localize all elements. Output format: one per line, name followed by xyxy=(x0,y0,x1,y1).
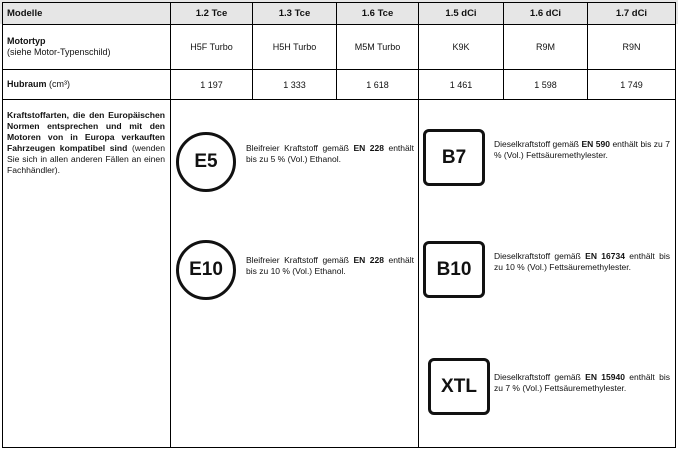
fuel-types-intro-rest: (wenden Sie sich in allen anderen Fällen an einen Fachhändler). xyxy=(7,143,165,175)
header-model-3: 1.6 Tce xyxy=(361,8,394,19)
header-model-2: 1.3 Tce xyxy=(278,8,311,19)
e10-fuel-icon-label: E10 xyxy=(189,259,223,280)
e10-fuel-icon xyxy=(176,240,236,300)
header-model-1: 1.2 Tce xyxy=(195,8,228,19)
hubraum-value-6: 1 749 xyxy=(620,80,643,90)
e10-fuel-norm: EN 228 xyxy=(353,255,384,265)
b7-fuel-text-pre: Dieselkraftstoff gemäß xyxy=(494,139,582,149)
xtl-fuel-text-pre: Dieselkraftstoff gemäß xyxy=(494,372,586,382)
xtl-fuel-icon xyxy=(428,358,490,415)
fuel-types-intro xyxy=(7,110,165,176)
xtl-fuel-description xyxy=(494,372,670,393)
e5-fuel-description xyxy=(246,143,414,164)
motortyp-value-6: R9N xyxy=(622,42,641,52)
b10-fuel-description xyxy=(494,251,670,272)
motortyp-label-title: Motortyp xyxy=(7,36,46,46)
b7-fuel-icon-label: B7 xyxy=(441,146,467,168)
table-col-divider-1 xyxy=(170,2,171,448)
header-model-4: 1.5 dCi xyxy=(445,8,477,19)
table-border-bottom xyxy=(2,447,676,448)
hubraum-value-4: 1 461 xyxy=(449,80,473,90)
xtl-fuel-text-post: enthält bis zu 7 % (Vol.) Fettsäuremethylester. xyxy=(494,372,670,393)
hubraum-value-5: 1 598 xyxy=(534,80,557,90)
b10-fuel-text-pre: Dieselkraftstoff gemäß xyxy=(494,251,586,261)
fuel-types-intro-bold: Kraftstoffarten, die den Europäischen Normen entsprechen und mit den Motoren von in Europa verkauften Fahrzeugen kompatibel sind xyxy=(7,110,165,153)
e5-fuel-text-pre: Bleifreier Kraftstoff gemäß xyxy=(246,143,354,153)
motortyp-label-sub: (siehe Motor-Typenschild) xyxy=(7,47,111,57)
header-models-label: Modelle xyxy=(7,8,43,19)
xtl-fuel-icon-label: XTL xyxy=(441,375,477,397)
e5-fuel-norm: EN 228 xyxy=(353,143,384,153)
table-col-divider-4 xyxy=(418,2,419,448)
table-border-top xyxy=(2,2,676,3)
motortyp-value-2: H5H Turbo xyxy=(272,42,317,52)
hubraum-value-1: 1 197 xyxy=(200,80,223,90)
b7-fuel-text-post: enthält bis zu 7 % (Vol.) Fettsäuremethylester. xyxy=(494,139,670,160)
table-border-left xyxy=(2,2,3,448)
b10-fuel-norm: EN 16734 xyxy=(585,251,625,261)
hubraum-label-unit: (cm³) xyxy=(46,79,71,89)
motortyp-value-3: M5M Turbo xyxy=(354,42,401,52)
b7-fuel-icon xyxy=(423,129,485,186)
table-rule-header xyxy=(2,24,676,25)
hubraum-value-3: 1 618 xyxy=(366,80,389,90)
table-border-right xyxy=(675,2,676,448)
motortyp-value-5: R9M xyxy=(535,42,555,52)
header-model-5: 1.6 dCi xyxy=(529,8,562,19)
xtl-fuel-norm: EN 15940 xyxy=(585,372,625,382)
hubraum-value-2: 1 333 xyxy=(283,80,306,90)
b10-fuel-text-post: enthält bis zu 10 % (Vol.) Fettsäuremethylester. xyxy=(494,251,670,272)
hubraum-label xyxy=(7,79,70,90)
b7-fuel-description xyxy=(494,139,670,160)
motortyp-value-1: H5F Turbo xyxy=(190,42,233,52)
e5-fuel-text-post: enthält bis zu 5 % (Vol.) Ethanol. xyxy=(246,143,414,164)
motortyp-label xyxy=(7,36,167,58)
b10-fuel-icon-label: B10 xyxy=(436,258,472,280)
e10-fuel-text-post: enthält bis zu 10 % (Vol.) Ethanol. xyxy=(246,255,414,276)
e10-fuel-description xyxy=(246,255,414,276)
motortyp-value-4: K9K xyxy=(452,42,470,52)
b7-fuel-norm: EN 590 xyxy=(581,139,610,149)
table-rule-hubraum xyxy=(2,99,676,100)
b10-fuel-icon xyxy=(423,241,485,298)
hubraum-label-title: Hubraum xyxy=(7,79,47,89)
e10-fuel-text-pre: Bleifreier Kraftstoff gemäß xyxy=(246,255,354,265)
header-model-6: 1.7 dCi xyxy=(615,8,648,19)
e5-fuel-icon xyxy=(176,132,236,192)
table-rule-motortyp xyxy=(2,69,676,70)
e5-fuel-icon-label: E5 xyxy=(194,151,218,172)
